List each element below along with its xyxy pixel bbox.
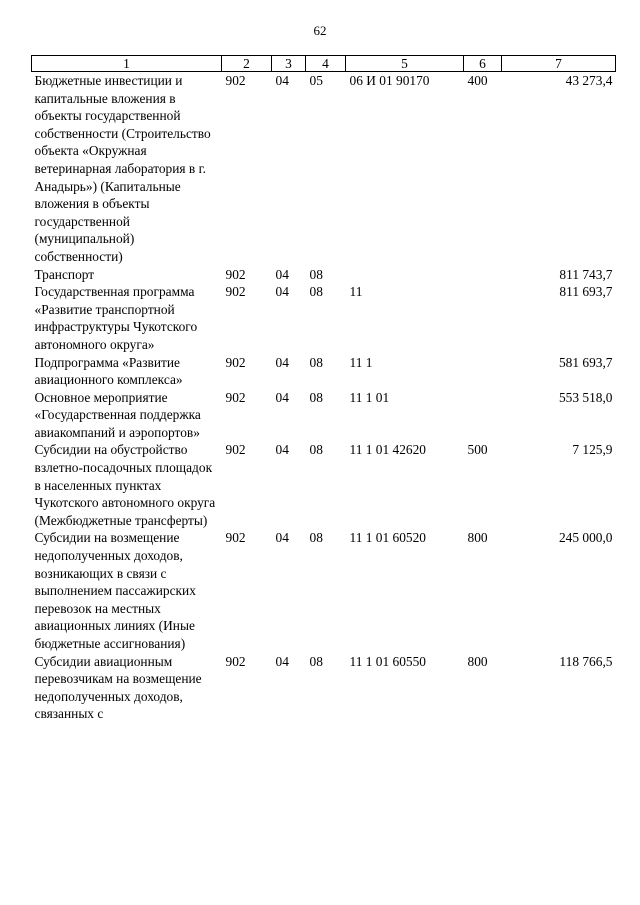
row-name-cell: Субсидии на возмещение недополученных доходов, возникающих в связи с выполнением пассажирских перевозок на местных авиационных линиях (Иные бюджетные ассигнования) bbox=[34, 530, 196, 651]
expense-type-cell: 400 bbox=[467, 73, 488, 88]
ministry-code-cell: 902 bbox=[225, 284, 246, 300]
table-row bbox=[32, 441, 616, 529]
expense-type-cell bbox=[464, 283, 502, 353]
target-code-cell: 11 1 01 bbox=[349, 389, 390, 405]
expense-type-cell: 800 bbox=[467, 653, 488, 669]
column-header-3: 3 bbox=[272, 56, 306, 72]
ministry-code-cell: 902 bbox=[225, 442, 246, 458]
ministry-code-cell: 902 bbox=[225, 389, 246, 405]
expense-type-cell bbox=[464, 389, 502, 442]
table-row bbox=[32, 72, 616, 266]
section-code-cell: 04 bbox=[275, 266, 289, 282]
column-header-2: 2 bbox=[222, 56, 272, 72]
row-name-cell: Транспорт bbox=[34, 266, 95, 282]
ministry-code-cell: 902 bbox=[225, 653, 246, 669]
subsection-code-cell: 08 bbox=[309, 389, 323, 405]
table-row bbox=[32, 266, 616, 284]
amount-cell: 118 766,5 bbox=[559, 653, 613, 669]
table-row bbox=[32, 653, 616, 723]
amount-cell: 581 693,7 bbox=[558, 354, 613, 370]
subsection-code-cell: 08 bbox=[309, 653, 323, 669]
table-row bbox=[32, 283, 616, 353]
target-code-cell: 11 1 01 60520 bbox=[349, 530, 426, 546]
amount-cell: 811 693,7 bbox=[559, 284, 613, 300]
section-code-cell: 04 bbox=[275, 442, 289, 458]
target-code-cell: 11 bbox=[349, 284, 363, 300]
subsection-code-cell: 05 bbox=[309, 73, 323, 88]
table-row bbox=[32, 354, 616, 389]
expense-type-cell bbox=[464, 266, 502, 284]
ministry-code-cell: 902 bbox=[225, 354, 246, 370]
amount-cell: 811 743,7 bbox=[559, 266, 613, 282]
expense-type-cell bbox=[464, 354, 502, 389]
row-name-cell: Подпрограмма «Развитие авиационного комплекса» bbox=[34, 354, 183, 388]
row-name-cell: Основное мероприятие «Государственная поддержка авиакомпаний и аэропортов» bbox=[34, 389, 201, 440]
subsection-code-cell: 08 bbox=[309, 284, 323, 300]
column-header-1: 1 bbox=[32, 56, 222, 72]
amount-cell: 43 273,4 bbox=[565, 73, 613, 88]
table-row bbox=[32, 529, 616, 652]
column-header-4: 4 bbox=[306, 56, 346, 72]
ministry-code-cell: 902 bbox=[225, 73, 246, 88]
section-code-cell: 04 bbox=[275, 284, 289, 300]
row-name-cell: Субсидии на обустройство взлетно-посадочных площадок в населенных пунктах Чукотского автономного округа (Межбюджетные трансферты) bbox=[34, 442, 216, 528]
amount-cell: 7 125,9 bbox=[572, 442, 613, 458]
section-code-cell: 04 bbox=[275, 389, 289, 405]
ministry-code-cell: 902 bbox=[225, 530, 246, 546]
section-code-cell: 04 bbox=[275, 354, 289, 370]
budget-table bbox=[31, 55, 616, 723]
row-name-cell: Государственная программа «Развитие транспортной инфраструктуры Чукотского автономного округа» bbox=[34, 284, 198, 352]
expense-type-cell: 500 bbox=[467, 442, 488, 458]
page-number: 62 bbox=[313, 23, 327, 38]
subsection-code-cell: 08 bbox=[309, 442, 323, 458]
expense-type-cell: 800 bbox=[467, 530, 488, 546]
subsection-code-cell: 08 bbox=[309, 530, 323, 546]
column-header-6: 6 bbox=[464, 56, 502, 72]
target-code-cell bbox=[346, 266, 464, 284]
subsection-code-cell: 08 bbox=[309, 354, 323, 370]
table-row bbox=[32, 389, 616, 442]
target-code-cell: 11 1 01 42620 bbox=[349, 442, 426, 458]
section-code-cell: 04 bbox=[275, 653, 289, 669]
row-name-cell: Субсидии авиационным перевозчикам на возмещение недополученных доходов, связанных с bbox=[34, 653, 202, 722]
section-code-cell: 04 bbox=[275, 530, 289, 546]
header-row bbox=[32, 56, 616, 72]
target-code-cell: 11 1 01 60550 bbox=[349, 653, 426, 669]
column-header-7: 7 bbox=[502, 56, 616, 72]
row-name-cell: Бюджетные инвестиции и капитальные вложения в объекты государственной собственности (Строительство объекта «Окружная ветеринарная лаборатория в г. Анадырь») (Капитальные вложения в объекты государственной (муниципальной) собственности) bbox=[34, 73, 211, 264]
ministry-code-cell: 902 bbox=[225, 266, 246, 282]
column-header-5: 5 bbox=[346, 56, 464, 72]
target-code-cell: 11 1 bbox=[349, 354, 373, 370]
section-code-cell: 04 bbox=[275, 73, 289, 88]
subsection-code-cell: 08 bbox=[309, 266, 323, 282]
target-code-cell: 06 И 01 90170 bbox=[349, 73, 430, 88]
amount-cell: 245 000,0 bbox=[558, 530, 613, 546]
amount-cell: 553 518,0 bbox=[558, 389, 613, 405]
